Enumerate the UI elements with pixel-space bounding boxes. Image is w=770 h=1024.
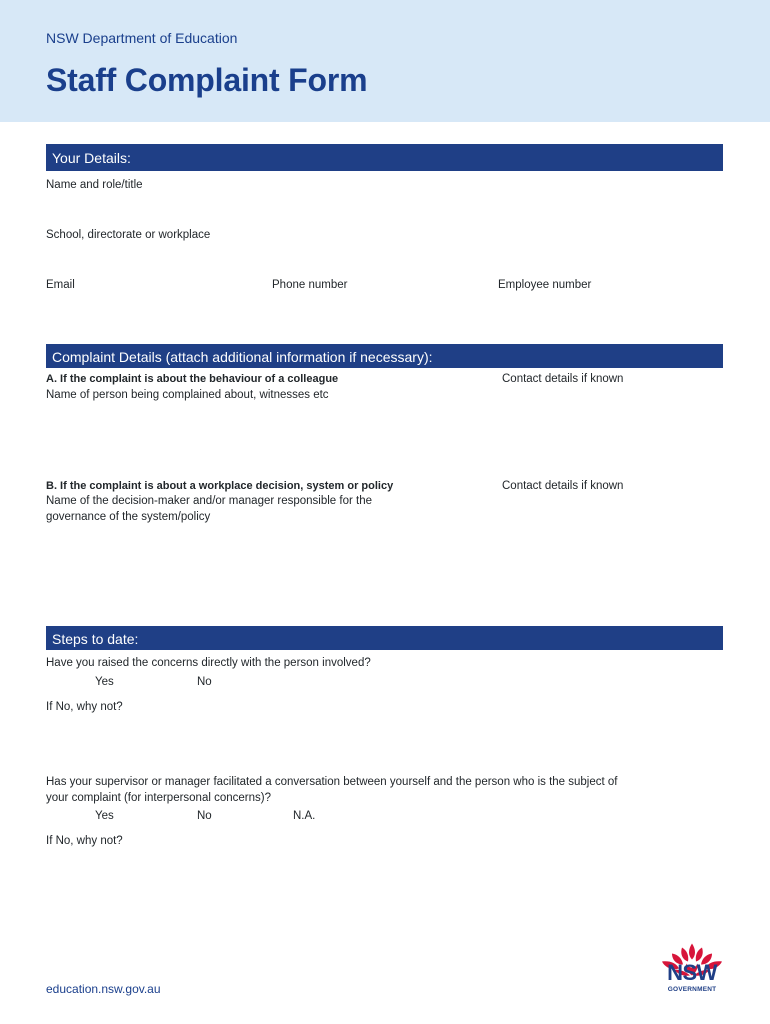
question-2-line1: Has your supervisor or manager facilitated a conversation between yourself and the person who is the subject of xyxy=(46,776,618,788)
department-name: NSW Department of Education xyxy=(46,30,238,46)
footer-url-link[interactable]: education.nsw.gov.au xyxy=(46,982,161,996)
complaint-b-subtitle-line2: governance of the system/policy xyxy=(46,511,211,523)
your-details-heading: Your Details: xyxy=(46,144,723,171)
name-role-label: Name and role/title xyxy=(46,179,143,191)
page-title: Staff Complaint Form xyxy=(46,62,368,98)
complaint-a-subtitle: Name of person being complained about, witnesses etc xyxy=(46,389,329,401)
question-1: Have you raised the concerns directly with the person involved? xyxy=(46,657,371,669)
nsw-logo-subtext: GOVERNMENT xyxy=(667,986,717,993)
q1-why-not-label: If No, why not? xyxy=(46,701,123,713)
q2-why-not-label: If No, why not? xyxy=(46,835,123,847)
nsw-logo-text: NSW xyxy=(667,960,717,985)
complaint-b-contact-label: Contact details if known xyxy=(502,480,624,492)
steps-heading: Steps to date: xyxy=(46,626,723,650)
q2-yes-option[interactable]: Yes xyxy=(95,810,114,822)
phone-label: Phone number xyxy=(272,279,348,291)
complaint-b-subtitle-line1: Name of the decision-maker and/or manager responsible for the xyxy=(46,495,373,507)
q2-na-option[interactable]: N.A. xyxy=(293,810,316,822)
header-band xyxy=(0,0,770,122)
email-label: Email xyxy=(46,279,75,291)
complaint-a-contact-label: Contact details if known xyxy=(502,373,624,385)
q2-no-option[interactable]: No xyxy=(197,810,212,822)
q1-no-option[interactable]: No xyxy=(197,676,212,688)
workplace-label: School, directorate or workplace xyxy=(46,229,211,241)
complaint-b-title: B. If the complaint is about a workplace decision, system or policy xyxy=(46,480,394,492)
complaint-a-title: A. If the complaint is about the behaviour of a colleague xyxy=(46,373,339,385)
employee-number-label: Employee number xyxy=(498,279,592,291)
question-2-line2: your complaint (for interpersonal concerns)? xyxy=(46,792,271,804)
q1-yes-option[interactable]: Yes xyxy=(95,676,114,688)
complaint-details-heading: Complaint Details (attach additional information if necessary): xyxy=(46,344,723,368)
